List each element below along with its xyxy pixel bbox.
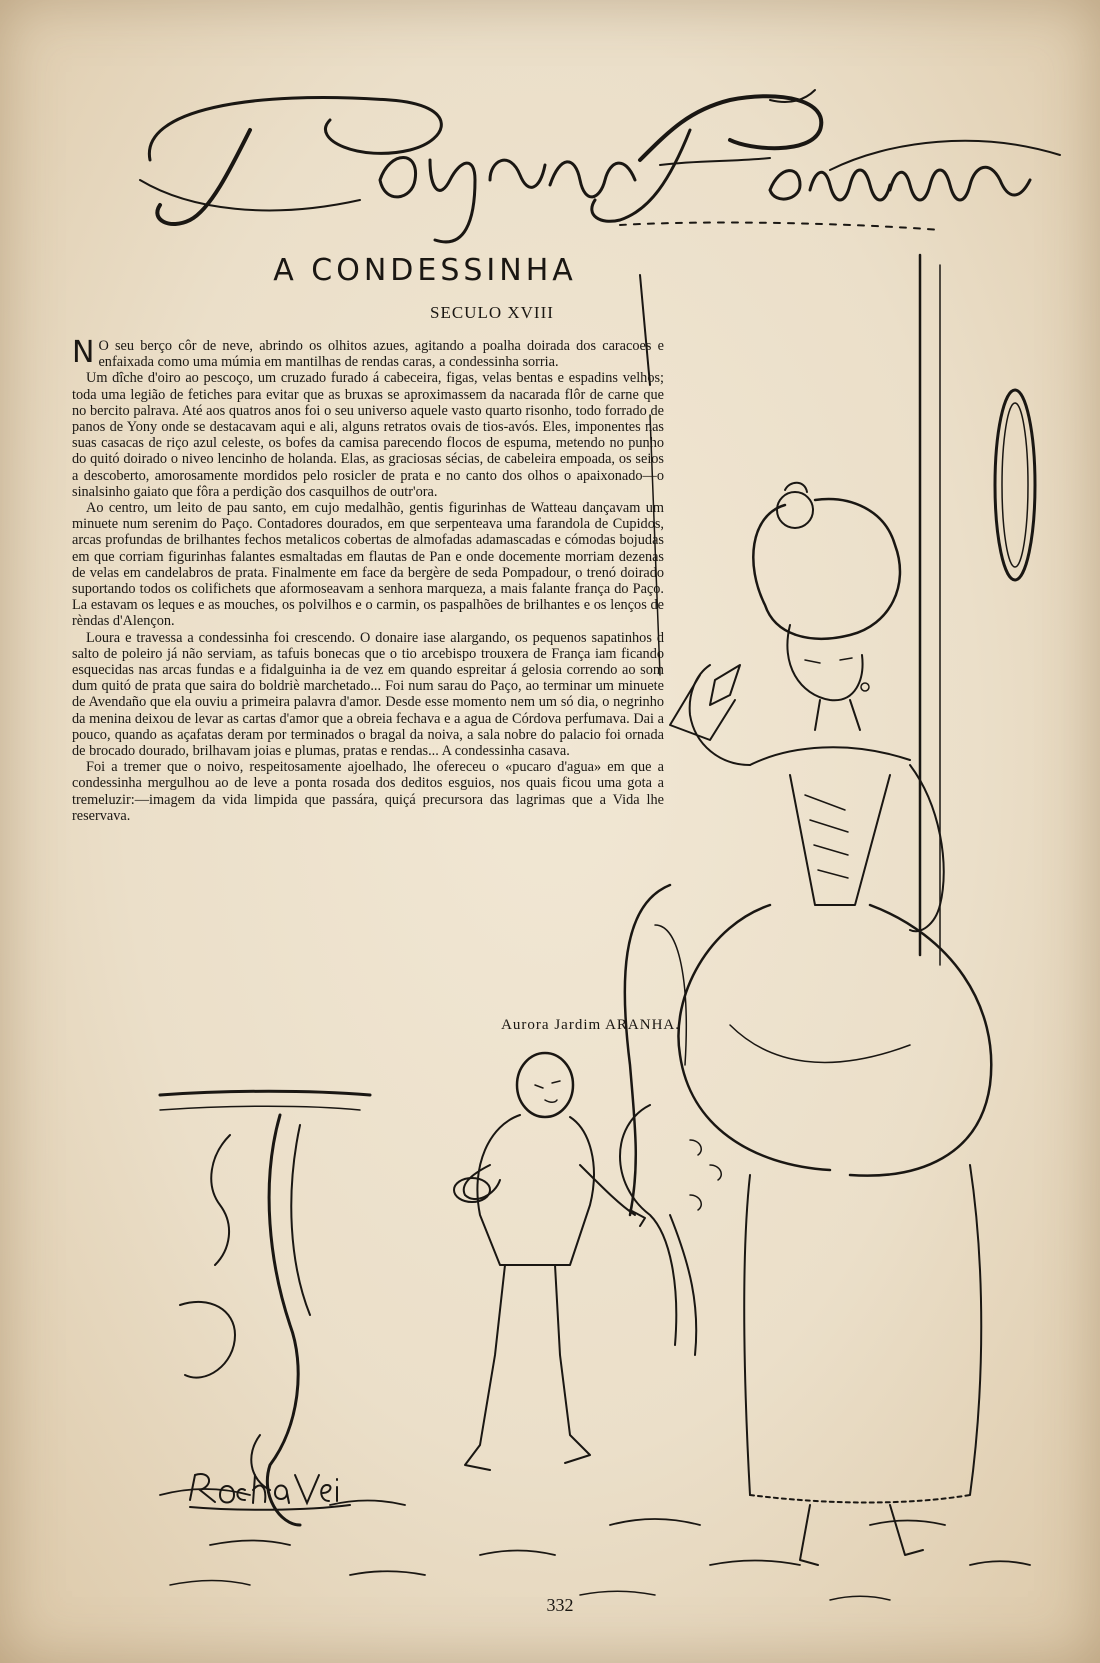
article-paragraph-2: Um dîche d'oiro ao pescoço, um cruzado furado á cabeceira, figas, velas bentas e espadins velhos; toda uma legião de fetiches para evitar que as bruxas se aproximassem da nacarada flôr de carne que no bercito palrava. Até aos quatros anos foi o seu universo aquele vasto quarto risonho, todo forrado de panos de Yony onde se destacavam aqui e ali, alguns retratos ovais de tios-avós. Eles, imponentes nas suas casacas de riço azul celeste, os bofes da camisa parecendo flocos de espuma, metendo no punho do quitó doirado o niveo lencinho de holanda. Elas, as graciosas sécias, de cabeleira empoada, os seios a descoberto, amorosamente mordidos pelo rosicler de prata e no canto dos olhos o apaixonado—o sinalsinho gaiato que fôra a perdição dos casquilhos de outr'ora.: [72, 370, 664, 500]
page-number: 332: [546, 1595, 574, 1615]
article-author: Aurora Jardim ARANHA.: [501, 1017, 680, 1033]
article-paragraph-3: Ao centro, um leito de pau santo, em cujo medalhão, gentis figurinhas de Watteau dançavam um minuete num serenim do Paço. Contadores dourados, em que serpenteava uma farandola de Cupidos, arcas profundas de brilhantes fechos metalicos cobertas de almofadas adamascadas e cómodas bojudas em que corriam figurinhas falantes esmaltadas em flautas de Pan e onde docemente morriam dezenas de velas em candelabros de prata. Finalmente em face da bergère de seda Pompadour, o trenó doirado suportando todos os colifichets que aformoseavam a senhora marqueza, a mais falante frança do Paço. La estavam os leques e as mouches, os polvilhos e o carmin, os paspalhões de brilhantes e os lenços de rèndas d'Alençon.: [72, 500, 664, 630]
article-subtitle: SECULO XVIII: [430, 303, 554, 322]
artist-signature: [185, 1465, 355, 1515]
article-paragraph-4: Loura e travessa a condessinha foi crescendo. O donaire iase alargando, os pequenos sapatinhos d salto de poleiro já não serviam, as tafuis bonecas que o tio arcebispo trouxera de França iam ficando esquecidas nas arcas fundas e a fidalguinha ia de vez em quando espreitar á gelosia correndo ao som dum quitó de prata que saira do boldriè marchetado... Foi num sarau do Paço, ao terminar um minuete de Avendaño que ela ouviu a primeira palavra d'amor. Desde esse momento nem um só dia, o negrinho da menina deixou de levar as cartas d'amor que a obreia fechava e a agua de Córdova perfumava. Dai a pouco, quando as açafatas deram por terminados o bragal da noiva, a sala nobre do palacio foi ornada de brocado dourado, brilhavam joias e plumas, pratas e rendas... A condessinha casava.: [72, 629, 664, 760]
article-body: [72, 335, 664, 824]
article-title: A CONDESSINHA: [273, 253, 577, 288]
paragraph-text: O seu berço côr de neve, abrindo os olhitos azues, agitando a poalha doirada dos caracoes e enfaixada como uma múmia em mantilhas de rendas caras, a condessinha sorria.: [98, 338, 664, 371]
article-paragraph-1: [72, 335, 664, 371]
signature-scribble: [185, 1465, 355, 1515]
drop-cap: N: [72, 335, 95, 370]
article-paragraph-5: Foi a tremer que o noivo, respeitosamente ajoelhado, lhe ofereceu o «pucaro d'agua» em que a condessinha mergulhou ao de leve a ponta rosada dos deditos esguios, nos quais ficou uma gota a tremeluzir:—imagem da vida limpida que passára, quiçá precursora das lagrimas que a Vida lhe reservava.: [72, 759, 664, 824]
